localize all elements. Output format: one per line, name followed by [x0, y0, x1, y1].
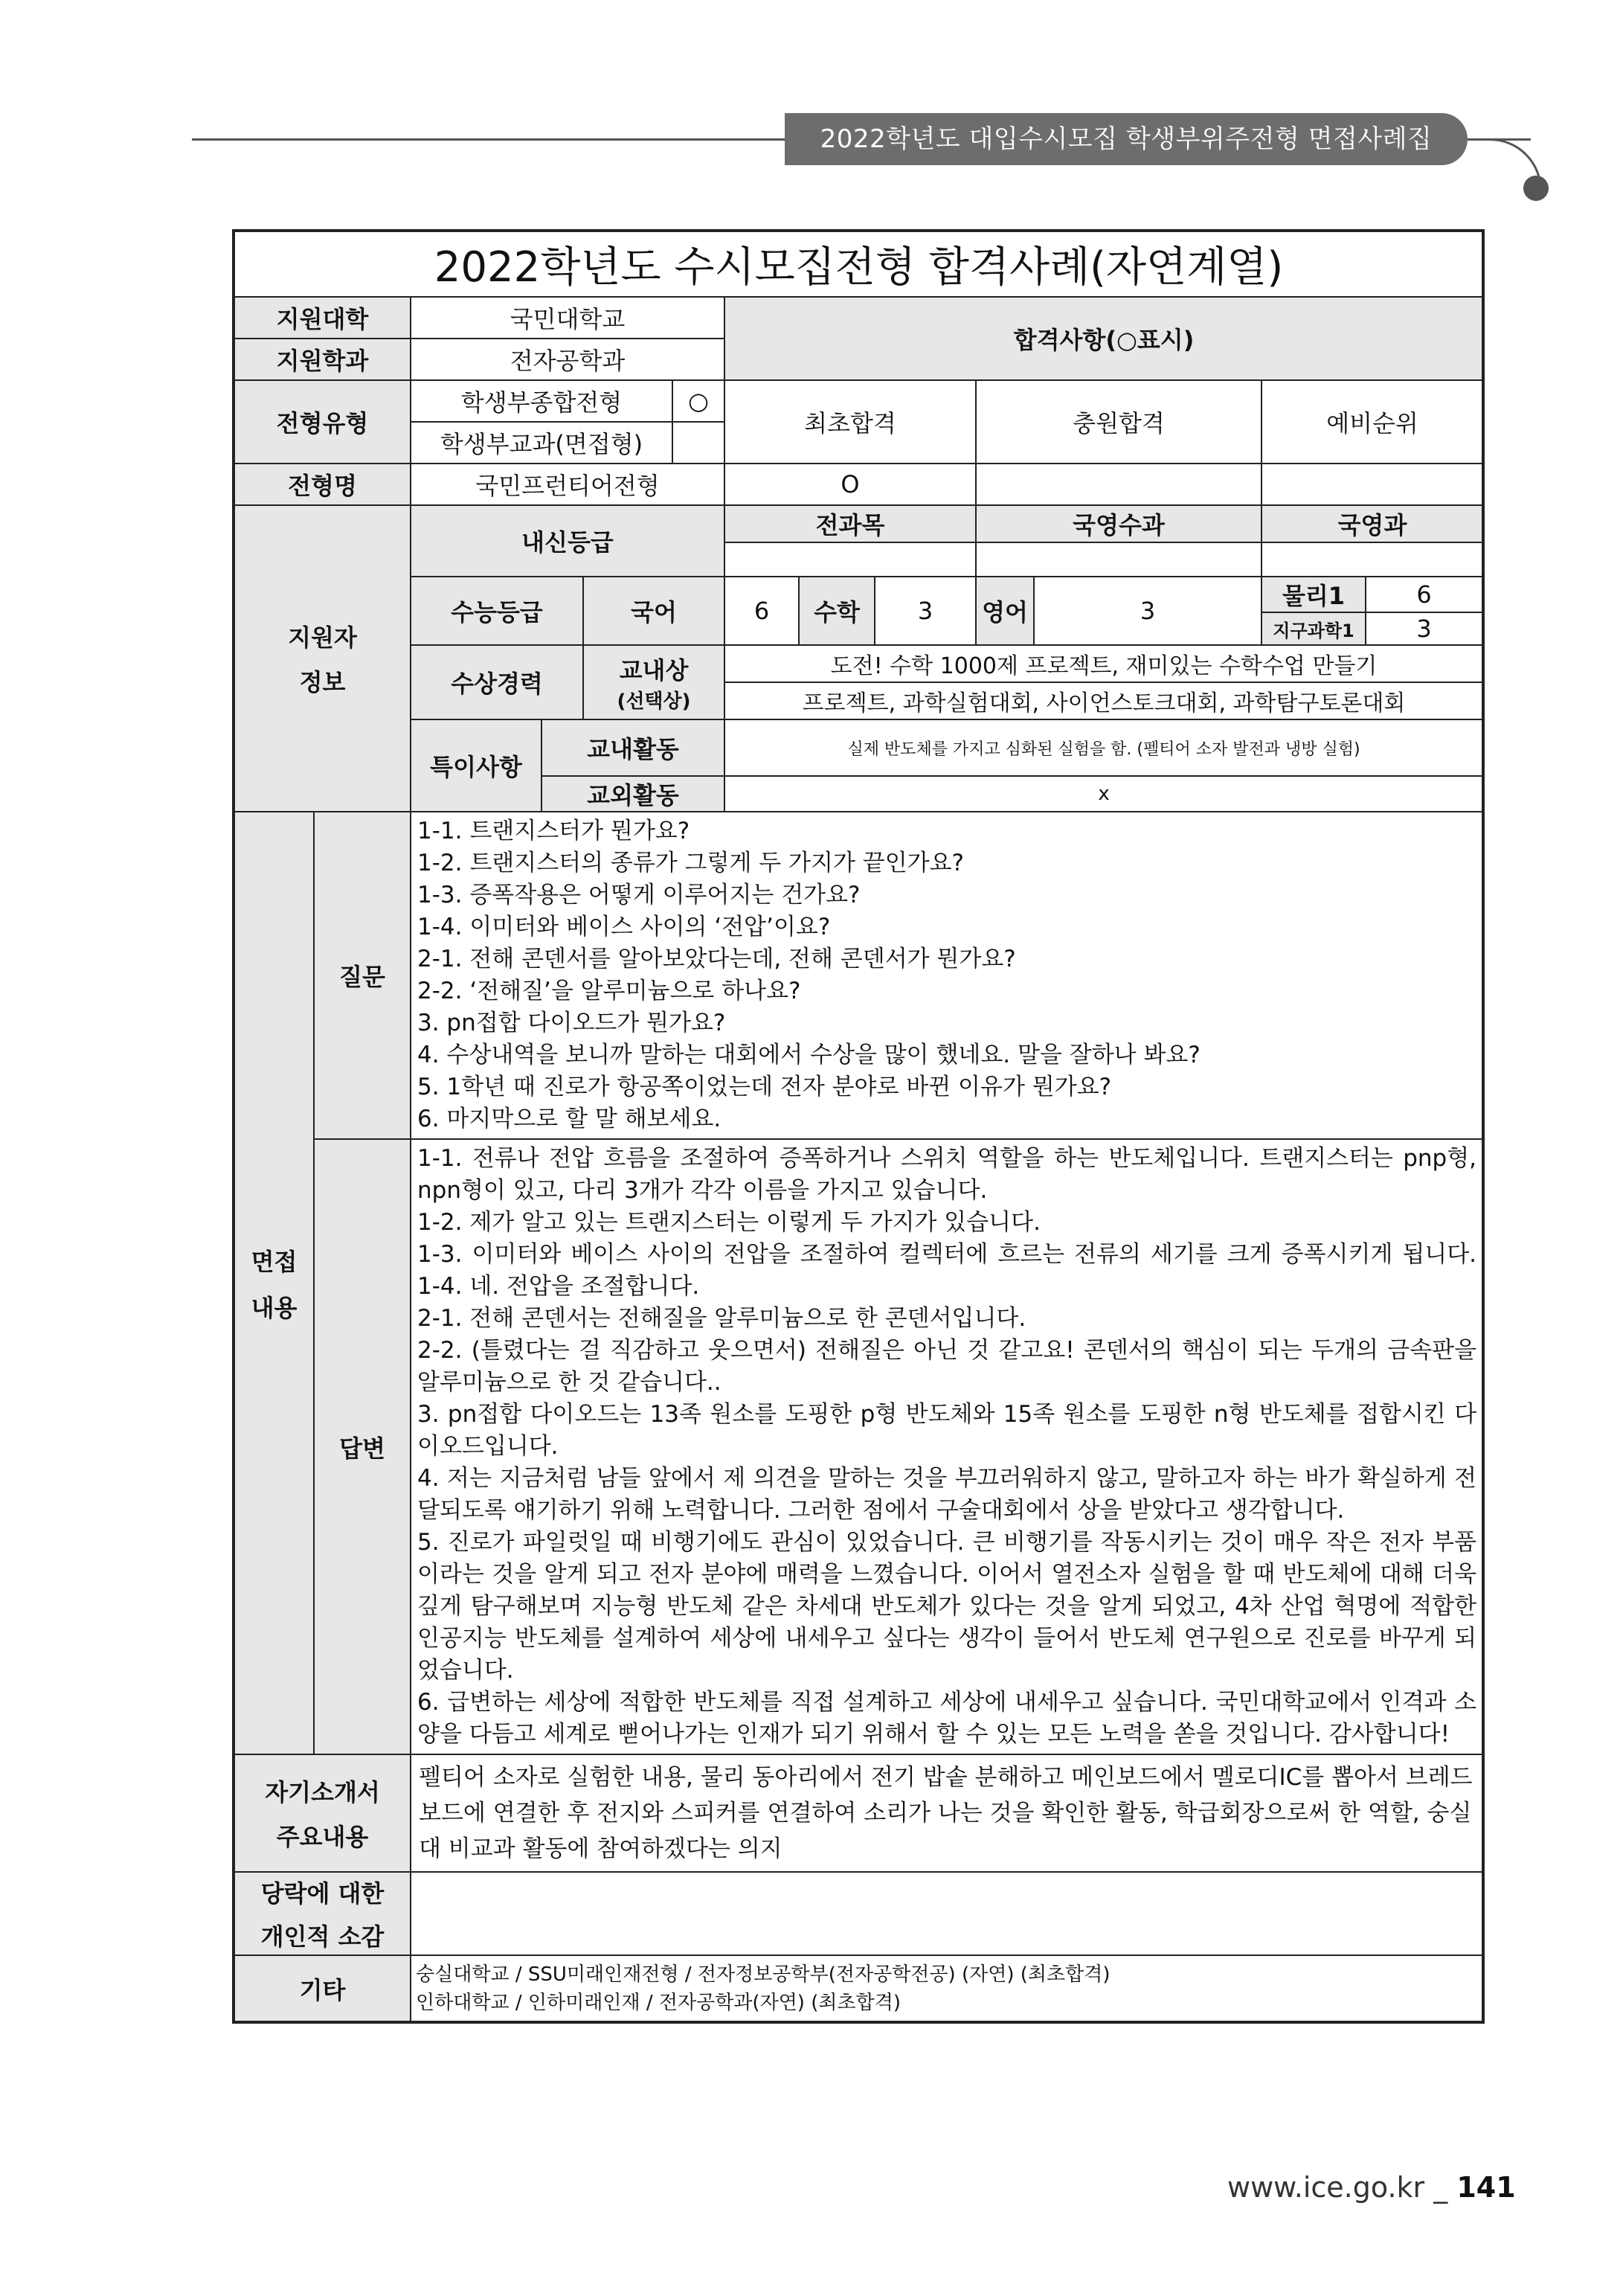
result-first-mark: O	[724, 464, 976, 505]
special-label: 특이사항	[411, 719, 541, 812]
earth-science-grade: 3	[1366, 612, 1483, 645]
physics-grade: 6	[1366, 577, 1483, 612]
out-school-value: x	[724, 776, 1483, 812]
type-option-1-mark: ○	[672, 380, 724, 422]
result-waitlist-mark	[1262, 464, 1483, 505]
page-footer	[1227, 2171, 1516, 2204]
answer-item: 2-2. (틀렸다는 걸 직감하고 웃으면서) 전해질은 아닌 것 같고요! 콘덴서의 핵심이 되는 두개의 금속판을 알루미늄으로 한 것 같습니다..	[417, 1337, 1477, 1396]
dept-value: 전자공학과	[411, 339, 724, 380]
naesin-kes-value	[1262, 542, 1483, 577]
question-item: 2-2. ‘전해질’을 알루미늄으로 하나요?	[417, 978, 801, 1004]
dept-label: 지원학과	[234, 339, 411, 380]
award-line-2: 프로젝트, 과학실험대회, 사이언스토크대회, 과학탐구토론대회	[724, 682, 1483, 719]
question-item: 1-4. 이미터와 베이스 사이의 ‘전압’이요?	[417, 914, 831, 940]
question-item: 1-3. 증폭작용은 어떻게 이루어지는 건가요?	[417, 882, 861, 908]
admission-case-table	[232, 229, 1485, 2024]
award-sub-label: 교내상 (선택상)	[583, 645, 724, 719]
page-title: 2022학년도 수시모집전형 합격사례(자연계열)	[234, 231, 1483, 297]
answer-item: 1-2. 제가 알고 있는 트랜지스터는 이렇게 두 가지가 있습니다.	[417, 1209, 1041, 1236]
award-label: 수상경력	[411, 645, 583, 719]
naesin-all-value	[724, 542, 976, 577]
korean-label: 국어	[583, 577, 724, 645]
question-item: 2-1. 전해 콘덴서를 알아보았다는데, 전해 콘덴서가 뭔가요?	[417, 946, 1016, 972]
interview-label: 면접 내용	[234, 812, 314, 1754]
answer-item: 1-1. 전류나 전압 흐름을 조절하여 증폭하거나 스위치 역할을 하는 반도체입니다. 트랜지스터는 pnp형, npn형이 있고, 다리 3개가 각각 이름을 가지고 있습니다.	[417, 1145, 1477, 1204]
etc-label: 기타	[234, 1955, 411, 2022]
univ-value: 국민대학교	[411, 297, 724, 339]
suneung-label: 수능등급	[411, 577, 583, 645]
physics-label: 물리1	[1262, 577, 1366, 612]
answer-list	[411, 1139, 1483, 1754]
result-col-waitlist: 예비순위	[1262, 380, 1483, 464]
in-school-label: 교내활동	[541, 719, 724, 776]
opinion-value	[411, 1872, 1483, 1955]
question-item: 3. pn접합 다이오드가 뭔가요?	[417, 1010, 726, 1036]
univ-label: 지원대학	[234, 297, 411, 339]
question-item: 1-1. 트랜지스터가 뭔가요?	[417, 818, 690, 844]
question-item: 5. 1학년 때 진로가 항공쪽이었는데 전자 분야로 바뀐 이유가 뭔가요?	[417, 1074, 1112, 1100]
answer-item: 3. pn접합 다이오드는 13족 원소를 도핑한 p형 반도체와 15족 원소를 도핑한 n형 반도체를 접합시킨 다이오드입니다.	[417, 1401, 1477, 1460]
korean-grade: 6	[724, 577, 799, 645]
etc-line: 인하대학교 / 인하미래인재 / 전자공학과(자연) (최초합격)	[416, 1991, 901, 2014]
earth-science-label: 지구과학1	[1262, 612, 1366, 645]
question-item: 6. 마지막으로 할 말 해보세요.	[417, 1106, 721, 1132]
type-option-2-mark	[672, 422, 724, 464]
in-school-value: 실제 반도체를 가지고 심화된 실험을 함. (펠티어 소자 발전과 냉방 실험)	[724, 719, 1483, 776]
result-header: 합격사항(○표시)	[724, 297, 1483, 380]
footer-site: www.ice.go.kr _	[1227, 2171, 1457, 2204]
page-number: 141	[1456, 2171, 1516, 2204]
out-school-label: 교외활동	[541, 776, 724, 812]
answer-item: 6. 급변하는 세상에 적합한 반도체를 직접 설계하고 세상에 내세우고 싶습니다. 국민대학교에서 인격과 소양을 다듬고 세계로 뻗어나가는 인재가 되기 위해서 할 수 있는 모든 노력을 쏟을 것입니다. 감사합니다!	[417, 1689, 1477, 1748]
answer-item: 4. 저는 지금처럼 남들 앞에서 제 의견을 말하는 것을 부끄러워하지 않고, 말하고자 하는 바가 확실하게 전달되도록 얘기하기 위해 노력합니다. 그러한 점에서 구술대회에서 상을 받았다고 생각합니다.	[417, 1465, 1477, 1524]
self-intro-value: 펠티어 소자로 실험한 내용, 물리 동아리에서 전기 밥솥 분해하고 메인보드에서 멜로디IC를 뽑아서 브레드보드에 연결한 후 전지와 스피커를 연결하여 소리가 나는 것을 확인한 활동, 학급회장으로써 한 역할, 숭실대 비교과 활동에 참여하겠다는 의지	[411, 1754, 1483, 1872]
type-option-2: 학생부교과(면접형)	[411, 422, 672, 464]
result-added-mark	[976, 464, 1262, 505]
etc-value	[411, 1955, 1483, 2022]
answer-item: 5. 진로가 파일럿일 때 비행기에도 관심이 있었습니다. 큰 비행기를 작동시키는 것이 매우 작은 전자 부품이라는 것을 알게 되고 전자 분야에 매력을 느꼈습니다. 이어서 열전소자 실험을 할 때 반도체에 대해 더욱 깊게 탐구해보며 지능형 반도체 같은 차세대 반도체가 있다는 것을 알게 되었고, 4차 산업 혁명에 적합한 인공지능 반도체를 설계하여 세상에 내세우고 싶다는 생각이 들어서 반도체 연구원으로 진로를 바꾸게 되었습니다.	[417, 1529, 1477, 1684]
answer-label: 답변	[314, 1139, 411, 1754]
naesin-col-kes: 국영과	[1262, 505, 1483, 542]
type-label: 전형유형	[234, 380, 411, 464]
award-line-1: 도전! 수학 1000제 프로젝트, 재미있는 수학수업 만들기	[724, 645, 1483, 682]
applicant-info-label: 지원자 정보	[234, 505, 411, 812]
self-intro-label: 자기소개서 주요내용	[234, 1754, 411, 1872]
track-name-value: 국민프런티어전형	[411, 464, 724, 505]
result-col-first: 최초합격	[724, 380, 976, 464]
math-grade: 3	[875, 577, 976, 645]
question-item: 1-2. 트랜지스터의 종류가 그렇게 두 가지가 끝인가요?	[417, 850, 964, 876]
naesin-col-kems: 국영수과	[976, 505, 1262, 542]
question-list	[411, 812, 1483, 1139]
answer-item: 1-3. 이미터와 베이스 사이의 전압을 조절하여 컬렉터에 흐르는 전류의 세기를 크게 증폭시키게 됩니다. 1-4. 네. 전압을 조절합니다.	[417, 1241, 1477, 1300]
result-col-added: 충원합격	[976, 380, 1262, 464]
etc-line: 숭실대학교 / SSU미래인재전형 / 전자정보공학부(전자공학전공) (자연) (최초합격)	[416, 1963, 1111, 1986]
english-label: 영어	[976, 577, 1034, 645]
running-title: 2022학년도 대입수시모집 학생부위주전형 면접사례집	[785, 113, 1468, 165]
opinion-label: 당락에 대한 개인적 소감	[234, 1872, 411, 1955]
question-item: 4. 수상내역을 보니까 말하는 대회에서 수상을 많이 했네요. 말을 잘하나 봐요?	[417, 1042, 1201, 1068]
question-label: 질문	[314, 812, 411, 1139]
type-option-1: 학생부종합전형	[411, 380, 672, 422]
header-dot	[1523, 176, 1549, 201]
english-grade: 3	[1034, 577, 1262, 645]
naesin-kems-value	[976, 542, 1262, 577]
naesin-col-all: 전과목	[724, 505, 976, 542]
math-label: 수학	[799, 577, 875, 645]
answer-item: 2-1. 전해 콘덴서는 전해질을 알루미늄으로 한 콘덴서입니다.	[417, 1305, 1026, 1332]
naesin-label: 내신등급	[411, 505, 724, 577]
track-name-label: 전형명	[234, 464, 411, 505]
